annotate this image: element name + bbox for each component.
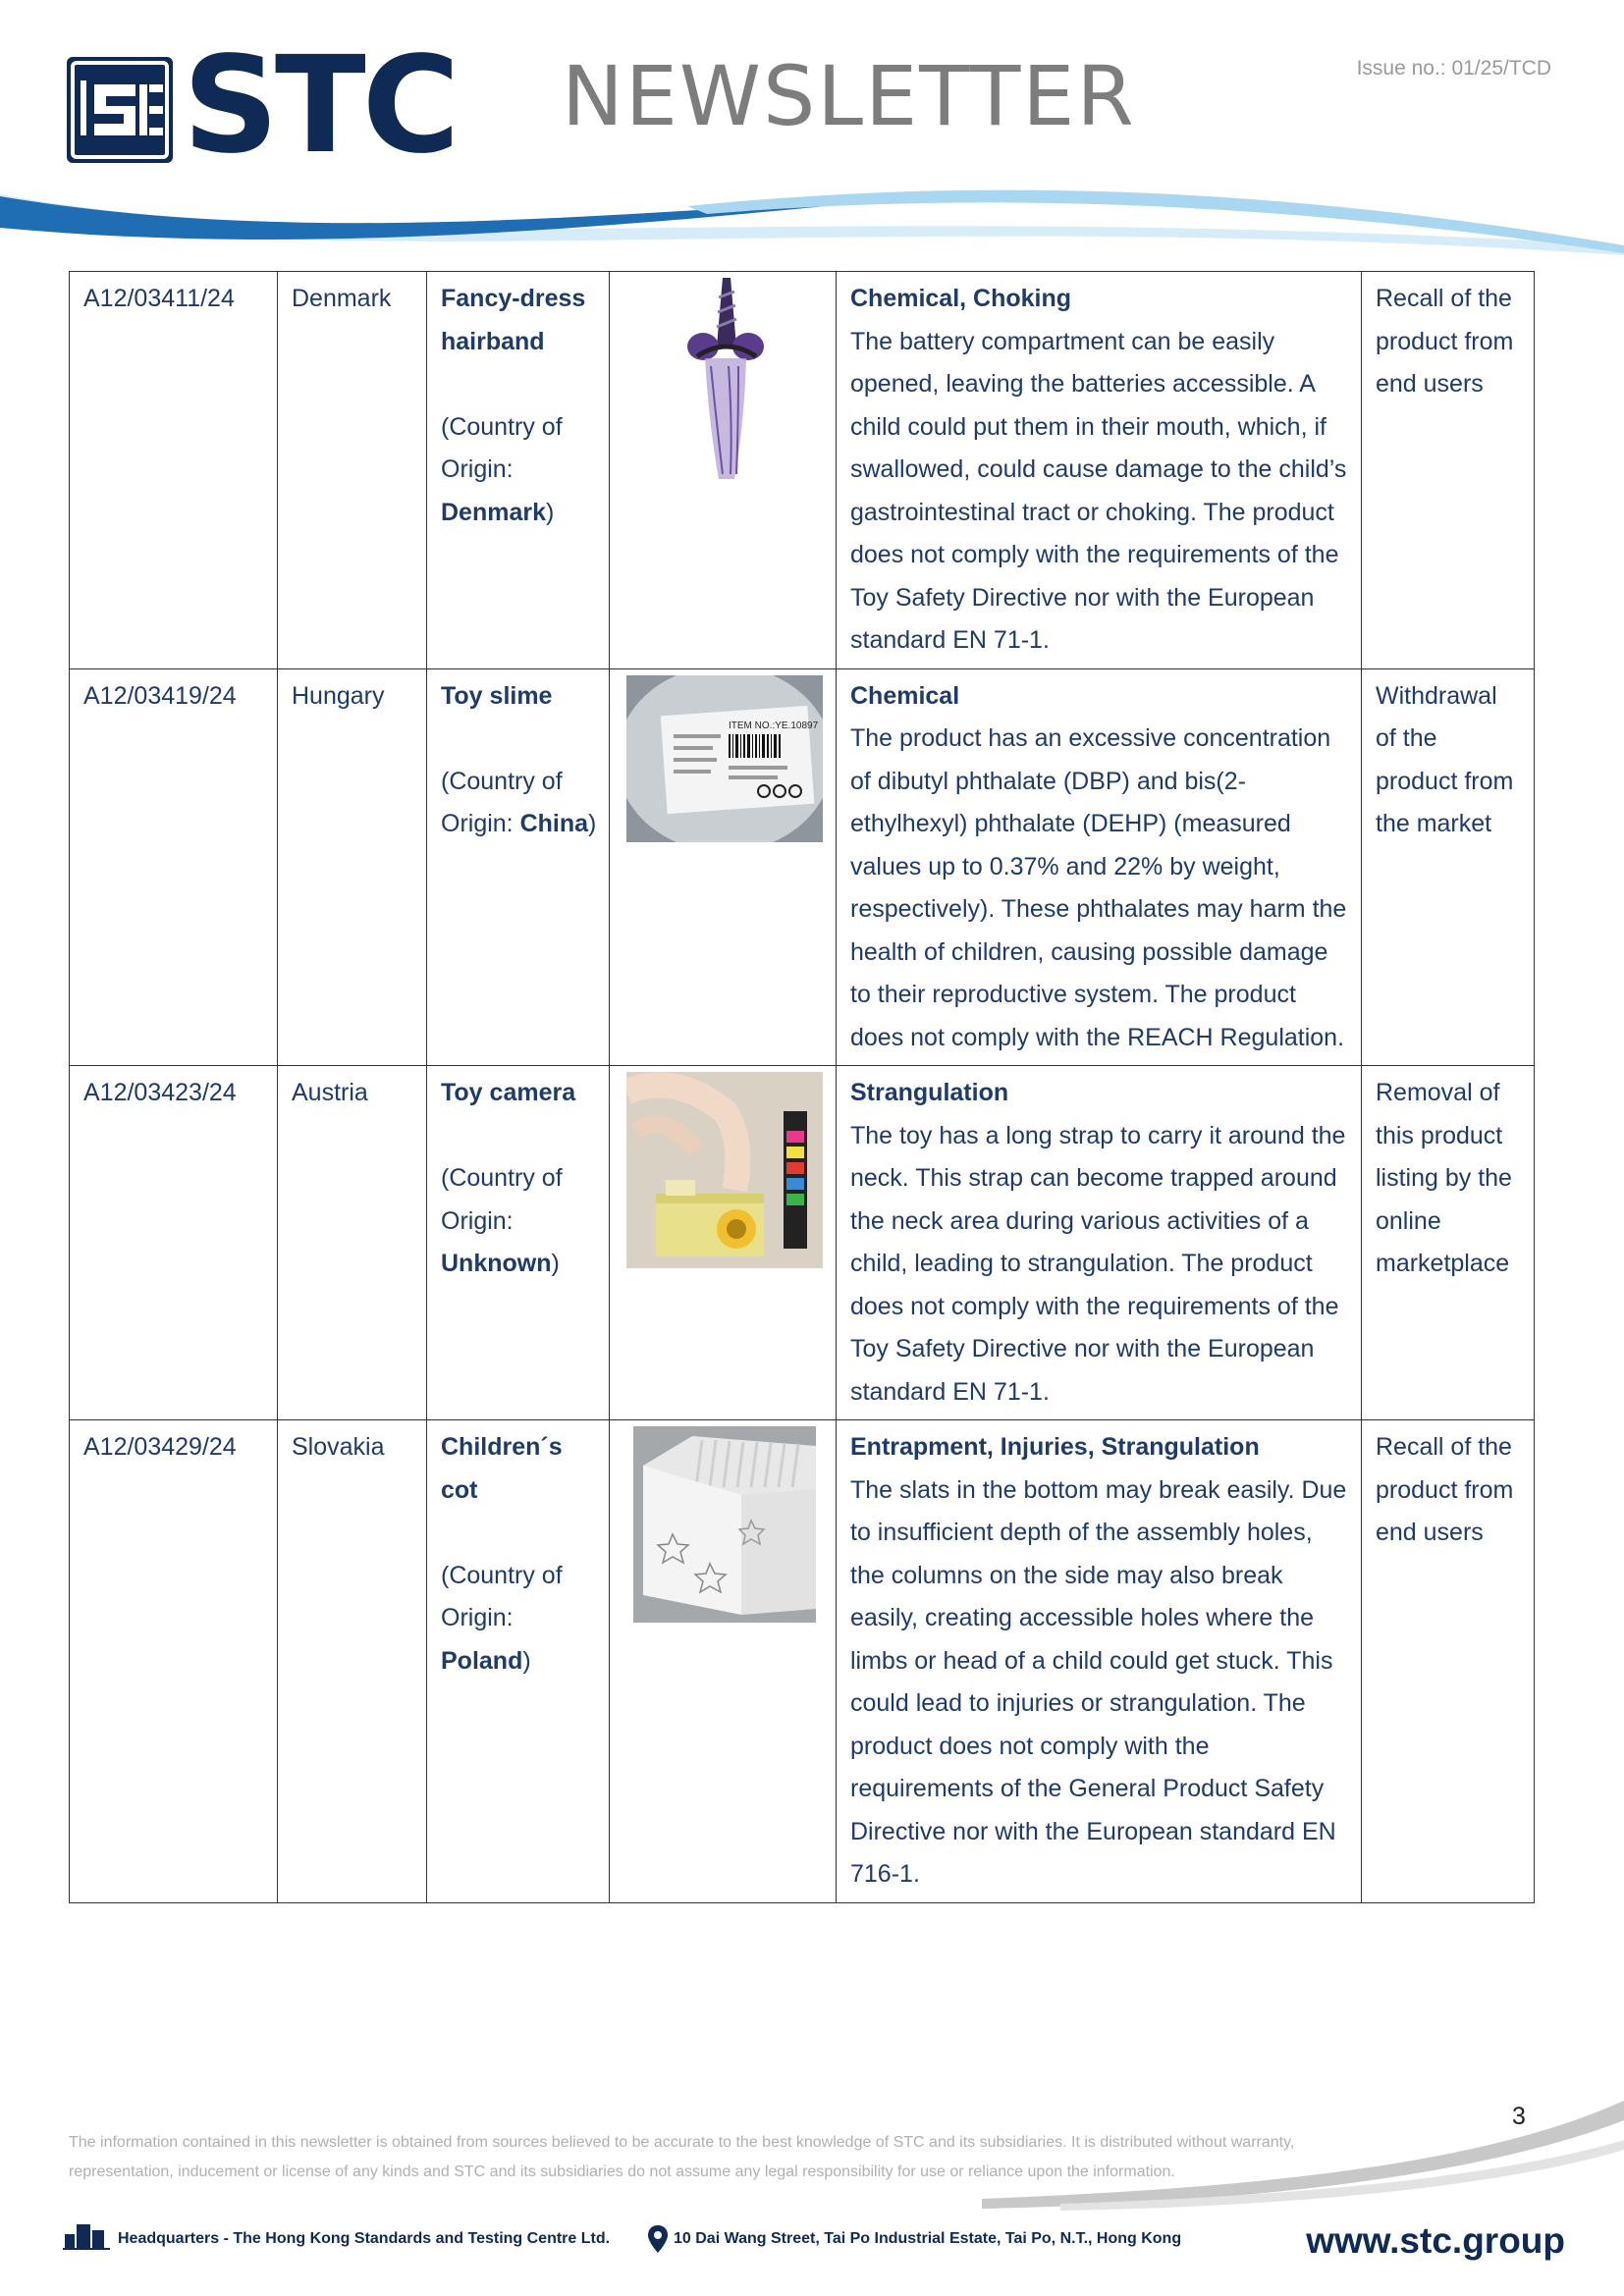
risk-cell <box>837 1066 1362 1420</box>
issue-number: Issue no.: 01/25/TCD <box>1356 57 1551 80</box>
product-image-cell <box>610 1420 837 1903</box>
origin-suffix: ) <box>522 1646 531 1675</box>
product-name: Fancy-dress hairband <box>441 285 586 355</box>
newsletter-title: NEWSLETTER <box>562 48 1136 144</box>
origin-suffix: ) <box>546 498 555 526</box>
country-cell: Slovakia <box>278 1420 427 1903</box>
stc-logo-text: STC <box>183 28 457 184</box>
country-cell: Hungary <box>278 668 427 1066</box>
reference-cell: A12/03411/24 <box>70 272 278 669</box>
origin-suffix: ) <box>588 810 597 837</box>
risk-title: Entrapment, Injuries, Strangulation <box>850 1433 1260 1461</box>
address-text: 10 Dai Wang Street, Tai Po Industrial Estate, Tai Po, N.T., Hong Kong <box>674 2230 1182 2247</box>
table-row <box>70 272 1535 669</box>
location-pin-icon <box>648 2225 668 2253</box>
product-cell <box>427 1420 610 1903</box>
risk-title: Strangulation <box>850 1079 1009 1106</box>
header-swoosh <box>0 177 1624 255</box>
stc-logo-emblem <box>67 57 173 163</box>
reference-cell: A12/03423/24 <box>70 1066 278 1420</box>
stc-monogram-icon <box>67 57 173 163</box>
product-name: Toy slime <box>441 681 553 710</box>
disclaimer-text: The information contained in this newsletter is obtained from sources believed to be accurate to the best knowledge of STC and its subsidiaries. It is distributed without warranty, representation, inducement or license of any kinds and STC and its subsidiaries do not assume any legal responsibility for use or reliance upon the information. <box>69 2134 1295 2180</box>
recall-table <box>69 271 1535 1903</box>
origin-prefix: (Country of Origin: <box>441 1561 563 1631</box>
table-row <box>70 1420 1535 1903</box>
product-cell <box>427 668 610 1066</box>
origin-prefix: (Country of Origin: <box>441 1164 563 1235</box>
website-link[interactable]: www.stc.group <box>1306 2220 1565 2261</box>
product-image-cell <box>610 668 837 1066</box>
measure-cell: Withdrawal of the product from the market <box>1362 668 1535 1066</box>
country-cell: Austria <box>278 1066 427 1420</box>
origin-prefix: (Country of Origin: <box>441 412 563 483</box>
risk-description: The toy has a long strap to carry it around the neck. This strap can become trapped around the neck area during various activities of a child, leading to strangulation. The product does not comply with the requirements of the Toy Safety Directive nor with the European standard EN 71-1. <box>850 1121 1346 1406</box>
risk-cell <box>837 272 1362 669</box>
building-icon <box>63 2220 112 2250</box>
table-row <box>70 1066 1535 1420</box>
origin-prefix: (Country of Origin: <box>441 767 563 837</box>
risk-description: The slats in the bottom may break easily. Due to insufficient depth of the assembly holes, the columns on the side may also break easily, creating accessible holes where the limbs or head of a child could get stuck. This could lead to injuries or strangulation. The product does not comply with the requirements of the General Product Safety Directive nor with the European standard EN 716-1. <box>850 1475 1347 1888</box>
page-number: 3 <box>1512 2103 1526 2130</box>
origin-country: Denmark <box>441 498 546 526</box>
product-name: Toy camera <box>441 1079 576 1106</box>
slime-label-item-number: ITEM NO.:YE.10897 <box>729 720 819 731</box>
origin-country: China <box>519 810 589 837</box>
reference-cell: A12/03419/24 <box>70 668 278 1066</box>
toy-camera-photo <box>626 1072 823 1268</box>
risk-title: Chemical, Choking <box>850 285 1072 312</box>
risk-description: The battery compartment can be easily opened, leaving the batteries accessible. A child could put them in their mouth, which, if swallowed, could cause damage to the child’s gastrointestinal tract or choking. The product does not comply with the requirements of the Toy Safety Directive nor with the European standard EN 71-1. <box>850 327 1347 654</box>
product-image-cell <box>610 272 837 669</box>
origin-suffix: ) <box>551 1250 560 1277</box>
footer-bar <box>63 2220 1565 2260</box>
measure-cell: Recall of the product from end users <box>1362 1420 1535 1903</box>
measure-cell: Removal of this product listing by the online marketplace <box>1362 1066 1535 1420</box>
baby-cot-photo <box>633 1426 816 1623</box>
table-row <box>70 668 1535 1066</box>
slime-label-photo <box>626 675 823 842</box>
measure-cell: Recall of the product from end users <box>1362 272 1535 669</box>
risk-title: Chemical <box>850 681 960 710</box>
risk-cell <box>837 668 1362 1066</box>
unicorn-hairband-photo <box>676 278 774 484</box>
risk-cell <box>837 1420 1362 1903</box>
product-cell <box>427 272 610 669</box>
origin-country: Poland <box>441 1646 523 1675</box>
product-image-cell <box>610 1066 837 1420</box>
product-name: Children´s cot <box>441 1433 563 1504</box>
product-cell <box>427 1066 610 1420</box>
risk-description: The product has an excessive concentration of dibutyl phthalate (DBP) and bis(2-ethylhexyl) phthalate (DEHP) (measured values up to 0.37% and 22% by weight, respectively). These phthalates may harm the health of children, causing possible damage to their reproductive system. The product does not comply with the REACH Regulation. <box>850 724 1347 1051</box>
headquarters-label: Headquarters - The Hong Kong Standards and Testing Centre Ltd. <box>118 2230 611 2247</box>
origin-country: Unknown <box>441 1250 552 1277</box>
country-cell: Denmark <box>278 272 427 669</box>
reference-cell: A12/03429/24 <box>70 1420 278 1903</box>
